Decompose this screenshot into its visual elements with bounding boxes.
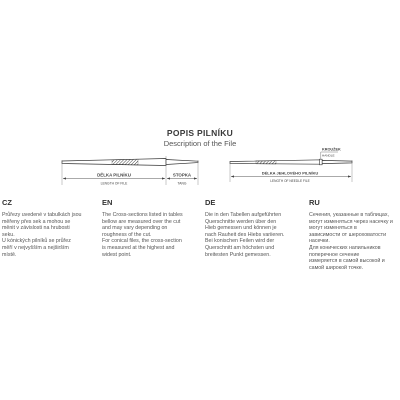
page-subtitle: Description of the File	[163, 139, 237, 148]
flat-file-diagram	[62, 156, 198, 186]
needle-file-cut-band	[256, 161, 276, 164]
page-title: POPIS PILNÍKU	[166, 128, 234, 138]
section-code-de: DE	[205, 198, 216, 207]
file-length-label-en: LENGTH OF FILE	[100, 181, 128, 186]
needle-length-label-en: LENGTH OF NEEDLE FILE	[270, 179, 310, 183]
flat-file-cut-band	[112, 159, 138, 165]
needle-length-label-cz: DÉLKA JEHLOVÉHO PILNÍKU	[261, 170, 319, 176]
needle-file-shank	[322, 160, 352, 163]
needle-file-ring	[320, 159, 323, 165]
section-ru	[309, 198, 400, 271]
section-text-cz: Průřezy uvedené v tabulkách jsou měřeny přes sek a mohou se měnit v závislosti na hrubosti seku. U kónických pilníků se průřez měří v nejvyšším a nejširším místě.	[2, 212, 82, 258]
tang-label-cz: STOPKA	[172, 172, 192, 178]
file-length-label-cz: DÉLKA PILNÍKU	[97, 172, 131, 178]
section-code-ru: RU	[309, 198, 320, 207]
tang-label-en: TANG	[177, 181, 187, 186]
section-en	[102, 198, 198, 258]
section-text-en: The Cross-sections listed in tables bellow are measured over the cut and may vary depending on roughness of the cut. For conical files, the cross-section is measured at the highest and widest point.	[102, 212, 183, 258]
section-cz	[2, 198, 98, 258]
needle-file-diagram	[230, 147, 352, 184]
flat-file-tang	[166, 160, 198, 165]
section-code-cz: CZ	[2, 198, 12, 207]
ring-label-en: HANDLE	[322, 153, 335, 158]
ring-label-cz: KROUŽEK	[322, 147, 341, 152]
section-code-en: EN	[102, 198, 113, 207]
section-text-de: Die in den Tabellen aufgeführten Querschnitte werden über den Hieb gemessen und können je nach Rauheit des Hiebs variieren. Bei konischen Feilen wird der Querschnitt am höchsten und breitesten Punkt gemessen.	[205, 212, 285, 258]
section-de	[205, 198, 301, 258]
section-text-ru: Сечения, указанные в таблицах, могут изменяться через насечку и могут изменяться в зависимости от шероховатости насечки. Для конических напильников поперечное сечение измеряется в самой высокой и самой широкой точке.	[309, 212, 393, 271]
